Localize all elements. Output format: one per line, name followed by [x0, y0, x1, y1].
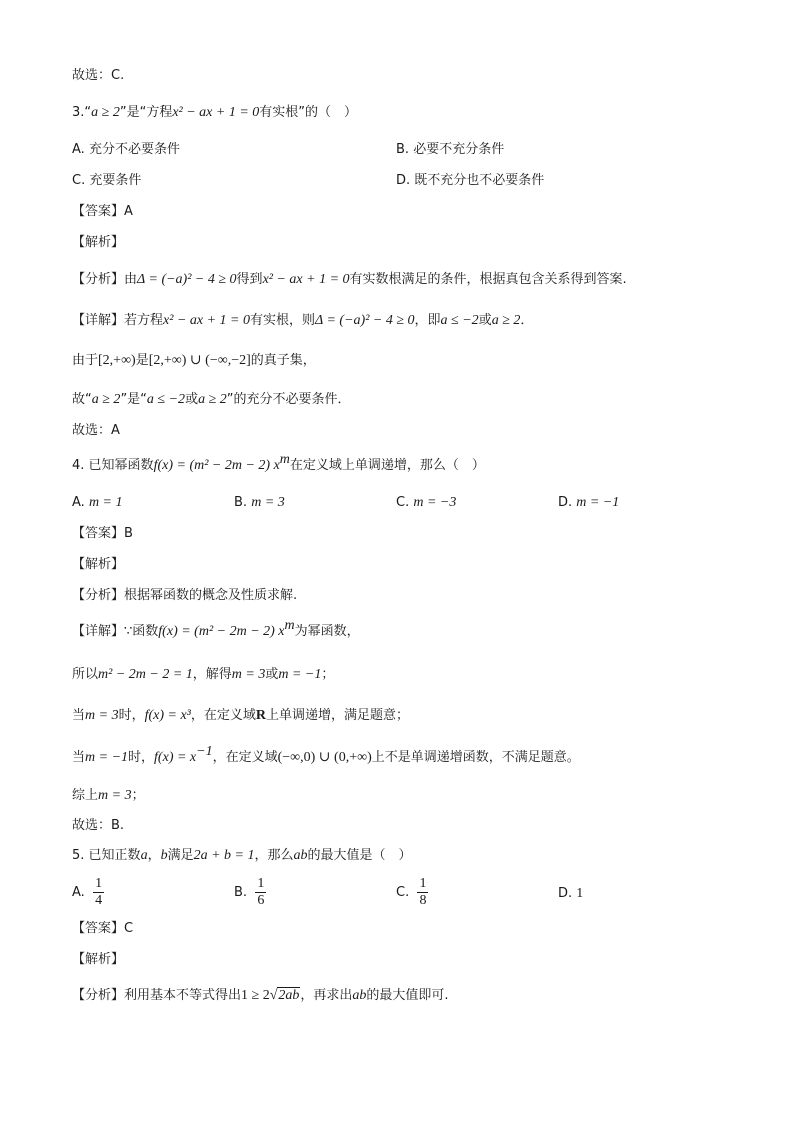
prev-select: 故选：C.: [72, 68, 125, 83]
q3-option-b: B. 必要不充分条件: [396, 142, 505, 157]
sqrt-radicand: 2ab: [278, 988, 300, 1003]
q5-option-d: D. 1: [558, 886, 584, 901]
q3-condition: a ≥ 2: [91, 105, 120, 120]
q4-option-c: C. m = −3: [396, 495, 457, 510]
q4-fenxi: 【分析】根据幂函数的概念及性质求解.: [72, 588, 298, 603]
q3-option-a: A. 充分不必要条件: [72, 142, 180, 157]
q4-line4: 当m = −1时，$f(x) = x^{-1}$，在定义域(−∞,0) ∪ (0,+∞)上不是单调递增函数，不满足题意。: [72, 744, 580, 765]
q3-analysis-tag: 【解析】: [72, 235, 125, 250]
q3-conclusion: 故“a ≥ 2”是“a ≤ −2或a ≥ 2”的充分不必要条件．: [72, 392, 351, 407]
q3-equation: x² − ax + 1 = 0: [172, 105, 260, 120]
q5-analysis-tag: 【解析】: [72, 952, 125, 967]
q4-answer: 【答案】B: [72, 526, 133, 541]
q4-option-d: D. m = −1: [558, 495, 620, 510]
q5-answer: 【答案】C: [72, 921, 134, 936]
fraction: $\frac{1}{8}$: [419, 876, 427, 908]
q3-stem: 3.“a ≥ 2”是“方程x² − ax + 1 = 0有实根”的（ ）: [72, 105, 358, 120]
q4-number: 4.: [72, 458, 85, 473]
q4-analysis-tag: 【解析】: [72, 557, 125, 572]
q3-detail: 【详解】若方程x² − ax + 1 = 0有实根，则Δ = (−a)² − 4 ≥ 0，即a ≤ −2或a ≥ 2．: [72, 313, 534, 328]
q4-line3: 当m = 3时，f(x) = x³，在定义域R上单调递增，满足题意；: [72, 708, 410, 723]
q3-option-d: D. 既不充分也不必要条件: [396, 173, 545, 188]
q3-option-c: C. 充要条件: [72, 173, 142, 188]
q4-option-b: B. m = 3: [234, 495, 285, 510]
q5-fenxi: 【分析】利用基本不等式得出1 ≥ 2√2ab，再求出ab的最大值即可.: [72, 988, 449, 1003]
q4-stem: 4. 已知幂函数f(x) = (m² − 2m − 2) $x^m$在定义域上单调递增，那么（ ）: [72, 452, 485, 473]
q3-fenxi: 【分析】由Δ = (−a)² − 4 ≥ 0得到x² − ax + 1 = 0有实数根满足的条件，根据真包含关系得到答案.: [72, 272, 627, 287]
q5-stem: 5. 已知正数a，b满足2a + b = 1，那么ab的最大值是（ ）: [72, 848, 412, 863]
q5-option-c: C. $\frac{1}{8}$: [396, 876, 427, 908]
q3-answer: 【答案】A: [72, 204, 133, 219]
fraction: $\frac{1}{4}$: [95, 876, 103, 908]
q4-detail: 【详解】∵函数f(x) = (m² − 2m − 2) $x^m$为幂函数，: [72, 618, 360, 639]
q5-option-a: A. $\frac{1}{4}$: [72, 876, 103, 908]
q5-option-b: B. $\frac{1}{6}$: [234, 876, 265, 908]
q4-line2: 所以m² − 2m − 2 = 1，解得m = 3或m = −1；: [72, 667, 335, 682]
q3-number: 3.: [72, 105, 85, 120]
q5-number: 5.: [72, 848, 85, 863]
q4-line5: 综上m = 3；: [72, 788, 145, 803]
q4-option-a: A. m = 1: [72, 495, 123, 510]
q3-since: 由于[2,+∞)是[2,+∞) ∪ (−∞,−2]的真子集，: [72, 353, 316, 368]
q4-select: 故选：B.: [72, 818, 125, 833]
fraction: $\frac{1}{6}$: [257, 876, 265, 908]
q3-select: 故选：A: [72, 423, 120, 438]
